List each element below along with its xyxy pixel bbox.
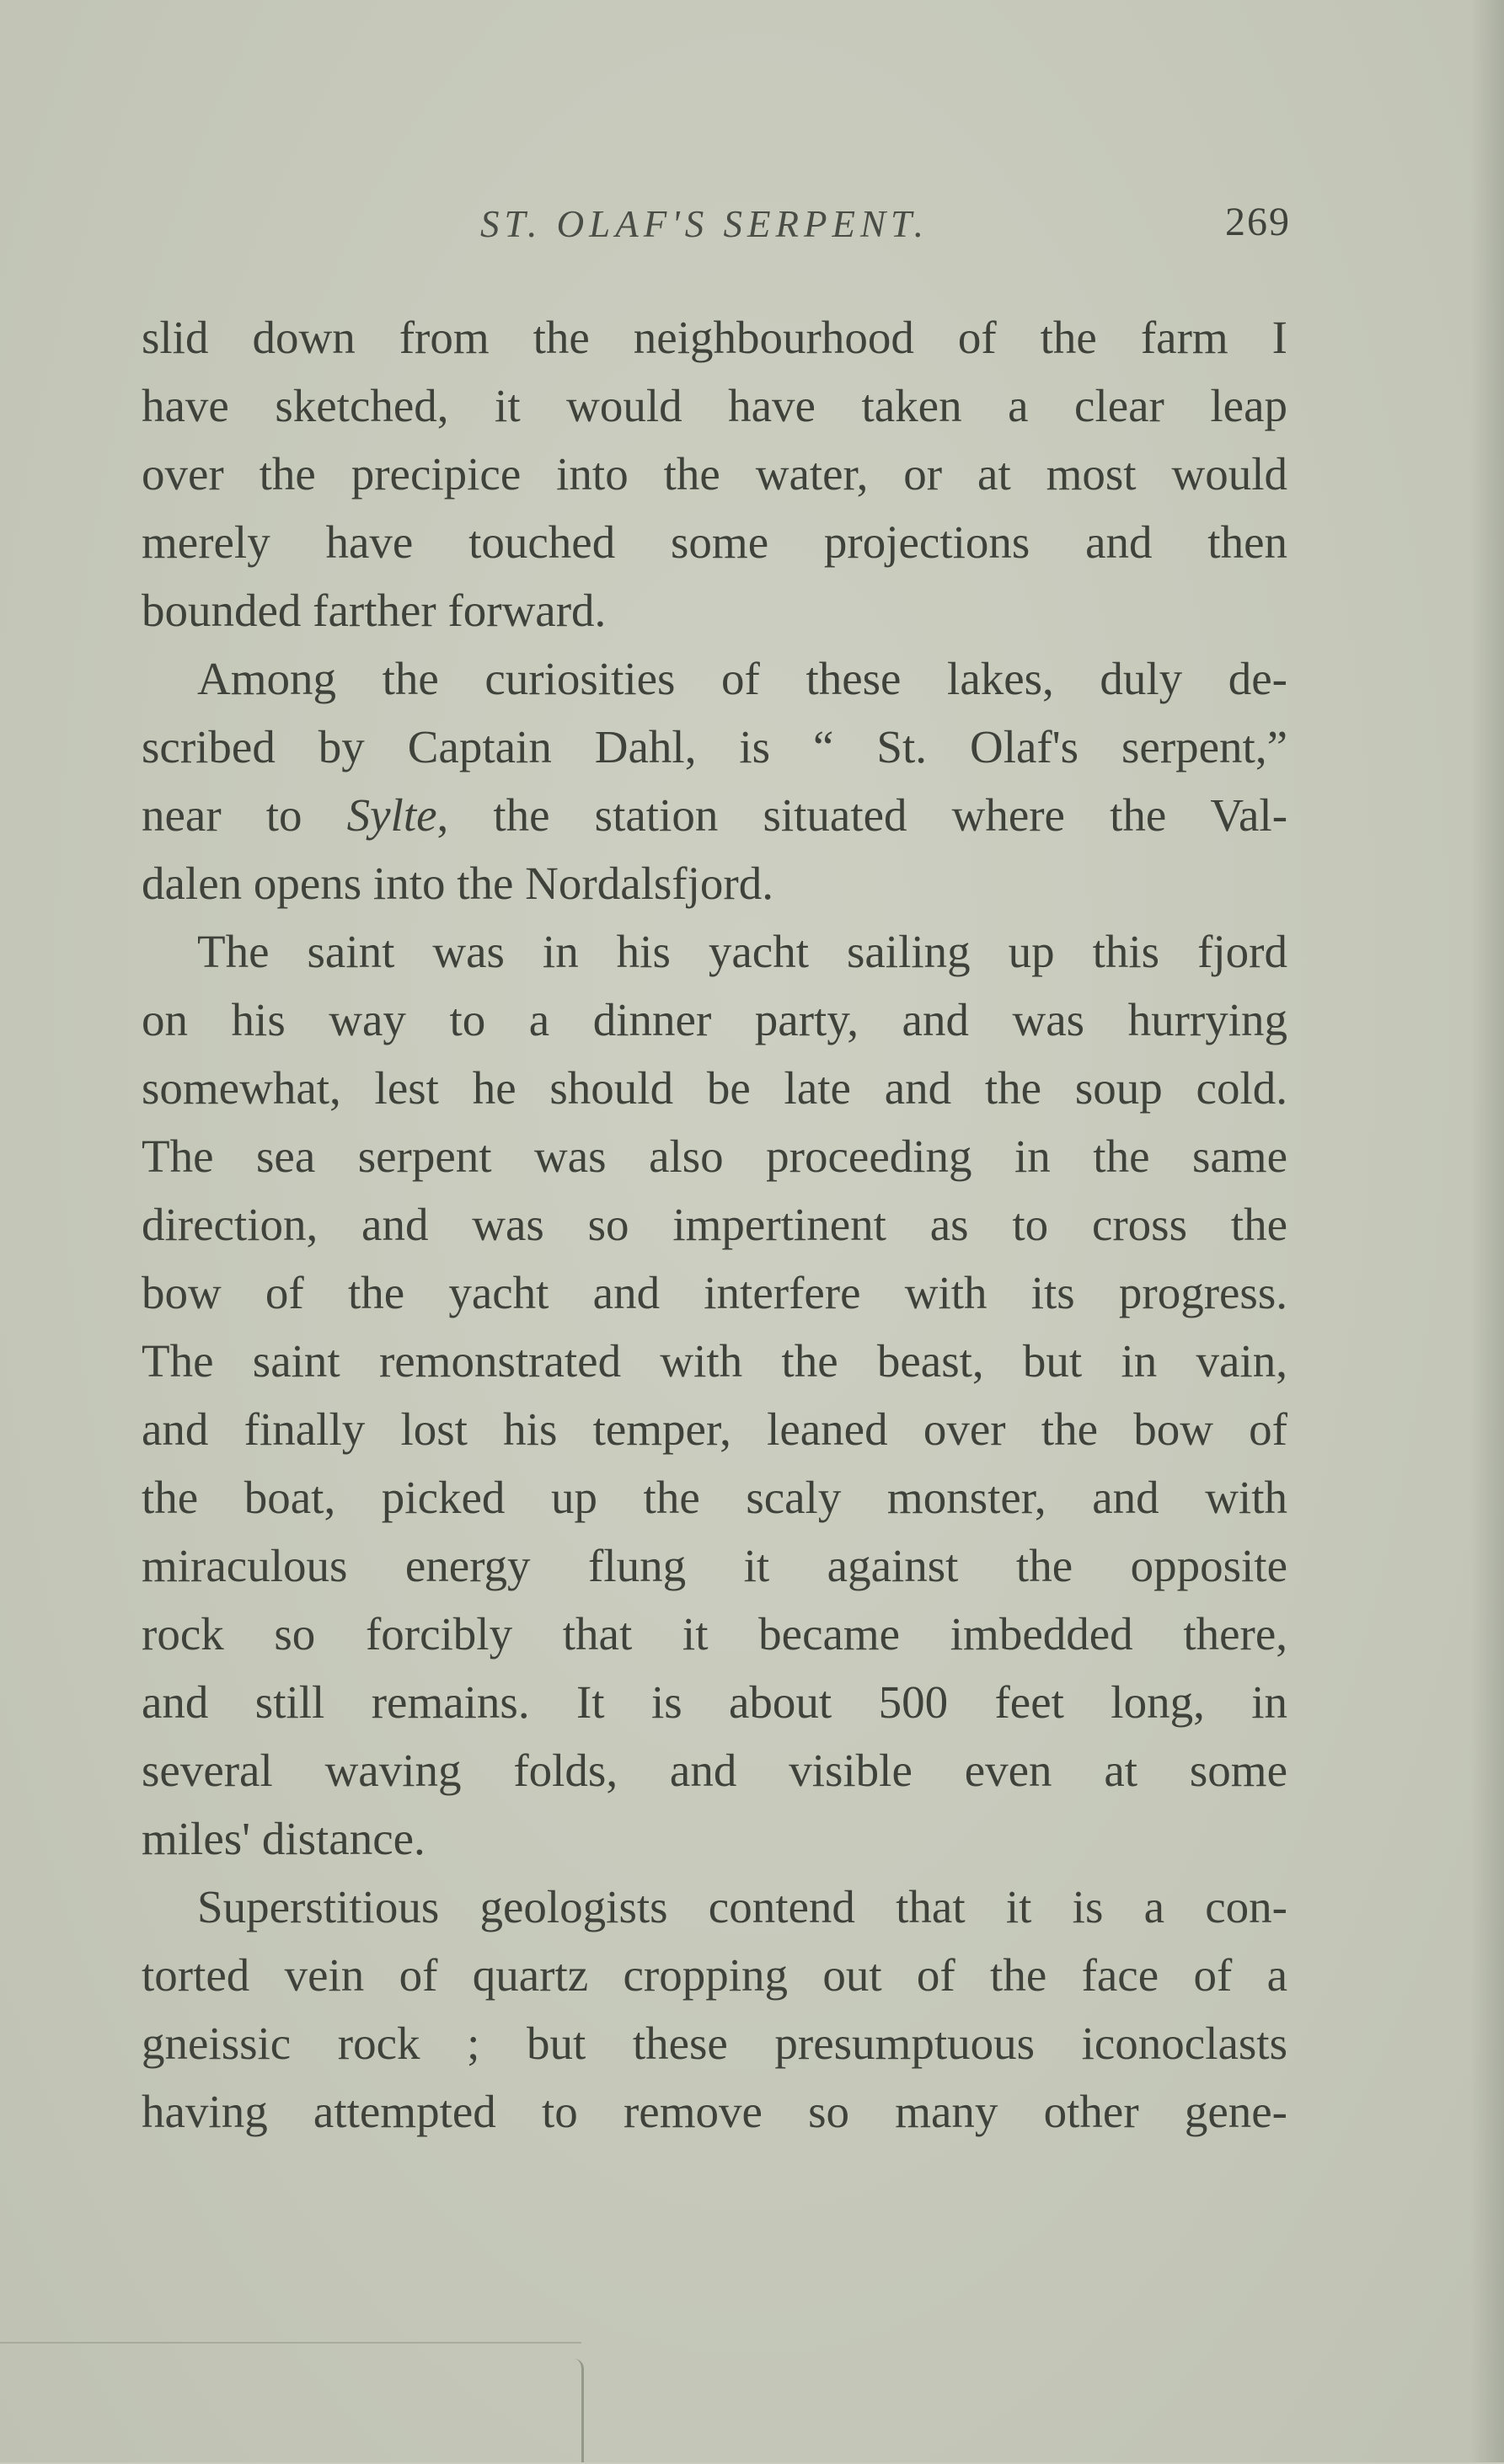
text-line: several waving folds, and visible even at some <box>142 1745 1287 1796</box>
text-line: the boat, picked up the scaly monster, and with <box>142 1472 1287 1523</box>
page-number: 269 <box>1225 200 1291 244</box>
text-line: dalen opens into the Nordalsfjord. <box>142 858 773 909</box>
text-line: miles' distance. <box>142 1813 426 1864</box>
text-line: bounded farther forward. <box>142 585 607 636</box>
text-line: having attempted to remove so many other gene- <box>142 2086 1287 2137</box>
text-line: over the precipice into the water, or at most would <box>142 448 1287 500</box>
sylte-before: near to <box>142 789 347 841</box>
running-title: ST. OLAF'S SERPENT. <box>480 203 929 245</box>
text-line: The saint remonstrated with the beast, but in vain, <box>142 1335 1287 1387</box>
sylte-after: , the station situated where the Val- <box>436 789 1288 841</box>
paragraph-start-line: The saint was in his yacht sailing up this fjord <box>197 926 1287 977</box>
text-line: somewhat, lest he should be late and the soup cold. <box>142 1062 1287 1114</box>
text-line: and finally lost his temper, leaned over the bow of <box>142 1403 1287 1455</box>
text-line: have sketched, it would have taken a clear leap <box>142 380 1287 431</box>
body-text <box>142 303 1287 2146</box>
text-line-sylte <box>142 781 1287 849</box>
paragraph-start-line: Among the curiosities of these lakes, duly de- <box>197 653 1287 704</box>
text-line: scribed by Captain Dahl, is “ St. Olaf's serpent,” <box>142 721 1287 772</box>
sylte-italic: Sylte <box>346 789 437 841</box>
page-edge-shadow <box>1470 0 1504 2462</box>
text-line: and still remains. It is about 500 feet long, in <box>142 1676 1287 1728</box>
page-corner-bracket <box>556 2359 584 2462</box>
text-line: rock so forcibly that it became imbedded there, <box>142 1608 1287 1660</box>
text-line: miraculous energy flung it against the opposite <box>142 1540 1287 1591</box>
text-line: direction, and was so impertinent as to cross the <box>142 1199 1287 1250</box>
page-corner-fold <box>0 2342 581 2464</box>
text-line: merely have touched some projections and then <box>142 516 1287 568</box>
text-line: gneissic rock ; but these presumptuous iconoclasts <box>142 2018 1287 2069</box>
text-line: slid down from the neighbourhood of the farm I <box>142 312 1287 363</box>
text-line: torted vein of quartz cropping out of the face of a <box>142 1949 1287 2001</box>
paragraph-start-line: Superstitious geologists contend that it is a con- <box>197 1881 1287 1932</box>
text-line: The sea serpent was also proceeding in the same <box>142 1130 1287 1182</box>
text-line: bow of the yacht and interfere with its progress. <box>142 1267 1287 1318</box>
text-line: on his way to a dinner party, and was hurrying <box>142 994 1287 1045</box>
